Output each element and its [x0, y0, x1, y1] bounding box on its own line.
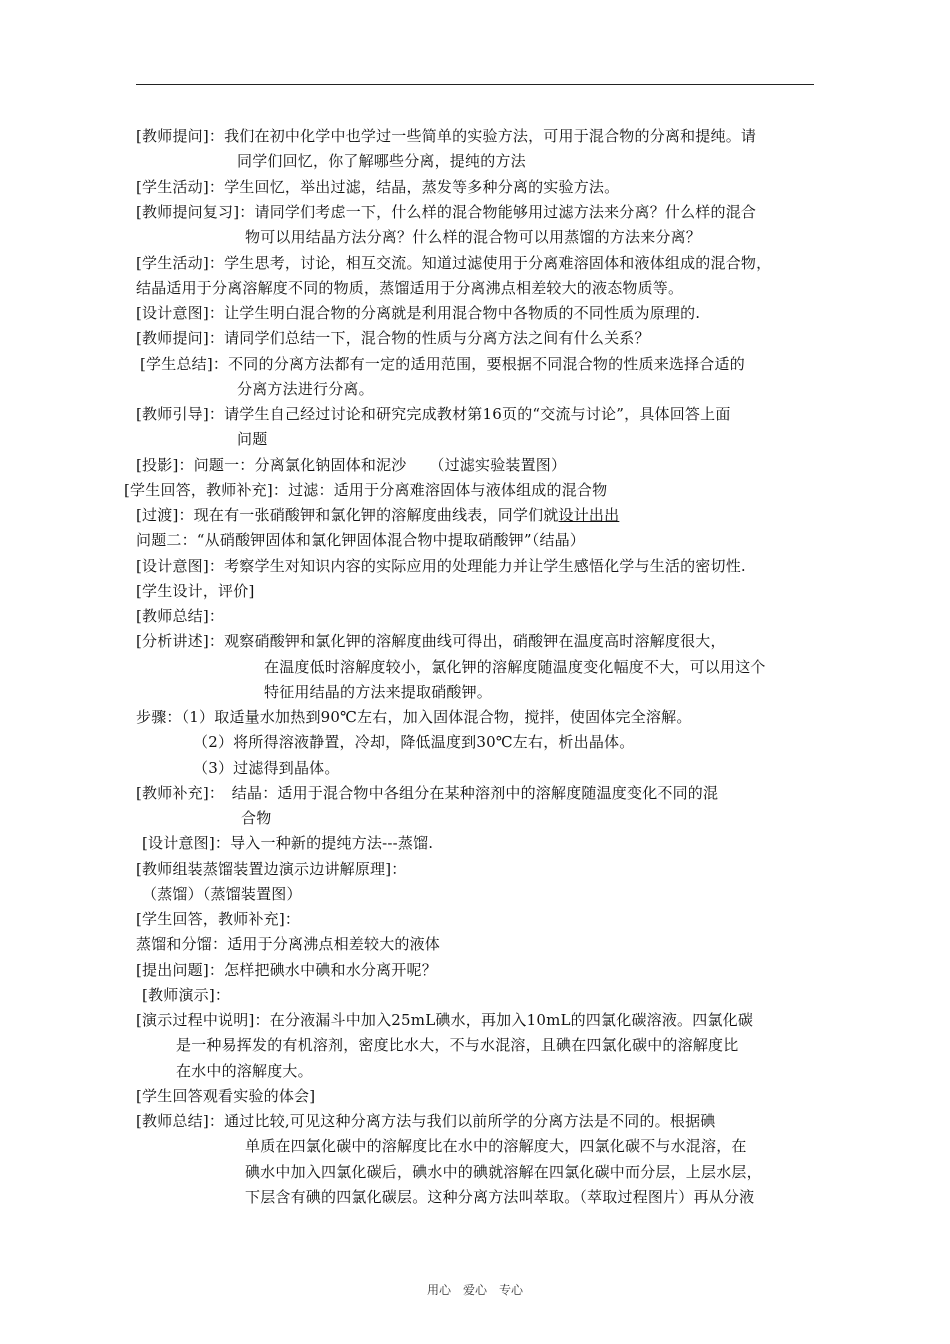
text-line: 步骤：（1）取适量水加热到90℃左右，加入固体混合物，搅拌，使固体完全溶解。	[136, 708, 692, 726]
text-line: [投影]：问题一：分离氯化钠固体和泥沙 （过滤实验装置图）	[136, 456, 567, 474]
text-line: 合物	[241, 809, 272, 827]
text-line: [学生回答，教师补充]：过滤：适用于分离难溶固体与液体组成的混合物	[124, 481, 608, 499]
text-line: [教师提问]：请同学们总结一下，混合物的性质与分离方法之间有什么关系？	[136, 329, 650, 347]
text-line: [教师总结]：	[136, 607, 225, 625]
text-line: [学生活动]：学生回忆，举出过滤，结晶，蒸发等多种分离的实验方法。	[136, 178, 620, 196]
text-line: [设计意图]：考察学生对知识内容的实际应用的处理能力并让学生感悟化学与生活的密切性.	[136, 557, 746, 575]
text-line: [学生回答，教师补充]：	[136, 910, 301, 928]
text-line: 分离方法进行分离。	[237, 380, 374, 398]
text-line: [学生总结]：不同的分离方法都有一定的适用范围，要根据不同混合物的性质来选择合适的	[140, 355, 745, 373]
text-line: 结晶适用于分离溶解度不同的物质，蒸馏适用于分离沸点相差较大的液态物质等。	[136, 279, 684, 297]
text-line: [教师补充]： 结晶：适用于混合物中各组分在某种溶剂中的溶解度随温度变化不同的混	[136, 784, 719, 802]
text-line: 在温度低时溶解度较小，氯化钾的溶解度随温度变化幅度不大，可以用这个	[264, 658, 766, 676]
text-line: 碘水中加入四氯化碳后，碘水中的碘就溶解在四氯化碳中而分层，上层水层，	[245, 1163, 762, 1181]
text-line: 在水中的溶解度大。	[176, 1062, 313, 1080]
header-rule	[136, 84, 814, 85]
text-line: 下层含有碘的四氯化碳层。这种分离方法叫萃取。（萃取过程图片）再从分液	[245, 1188, 755, 1206]
text-line: 问题	[237, 430, 268, 448]
text-line: [设计意图]：让学生明白混合物的分离就是利用混合物中各物质的不同性质为原理的.	[136, 304, 701, 322]
text-line: [学生回答观看实验的体会]	[136, 1087, 316, 1105]
text-line: [教师总结]：通过比较,可见这种分离方法与我们以前所学的分离方法是不同的。根据碘	[136, 1112, 716, 1130]
text-line: 是一种易挥发的有机溶剂，密度比水大，不与水混溶，且碘在四氯化碳中的溶解度比	[176, 1036, 739, 1054]
text-line: 单质在四氯化碳中的溶解度比在水中的溶解度大，四氯化碳不与水混溶，在	[245, 1137, 747, 1155]
text-line: [提出问题]：怎样把碘水中碘和水分离开呢？	[136, 961, 437, 979]
text-line: [分析讲述]：观察硝酸钾和氯化钾的溶解度曲线可得出，硝酸钾在温度高时溶解度很大，	[136, 632, 726, 650]
text-line: [教师演示]：	[142, 986, 231, 1004]
page-footer: 用心 爱心 专心	[426, 1283, 523, 1297]
text-line: [演示过程中说明]：在分液漏斗中加入25mL碘水，再加入10mL的四氯化碳溶液。四氯化碳	[136, 1011, 754, 1029]
text-line: 问题二：“从硝酸钾固体和氯化钾固体混合物中提取硝酸钾”（结晶）	[136, 531, 586, 549]
text-line: （3）过滤得到晶体。	[193, 759, 340, 777]
text-line: 物可以用结晶方法分离？什么样的混合物可以用蒸馏的方法来分离？	[245, 228, 702, 246]
text-line	[136, 506, 619, 524]
text-line: [教师提问]：我们在初中化学中也学过一些简单的实验方法，可用于混合物的分离和提纯。请	[136, 127, 757, 145]
text-line: 特征用结晶的方法来提取硝酸钾。	[264, 683, 493, 701]
underlined-phrase: 设计出出	[558, 506, 620, 524]
text-line: [教师提问复习]：请同学们考虑一下，什么样的混合物能够用过滤方法来分离？什么样的混合	[136, 203, 757, 221]
text-line: [教师引导]：请学生自己经过讨论和研究完成教材第16页的“交流与讨论”，具体回答上面	[136, 405, 731, 423]
text-line: [学生设计，评价]	[136, 582, 255, 600]
text-line: （2）将所得溶液静置，冷却，降低温度到30℃左右，析出晶体。	[193, 733, 635, 751]
text-line: [设计意图]：导入一种新的提纯方法---蒸馏.	[142, 834, 434, 852]
transition-text: [过渡]：现在有一张硝酸钾和氯化钾的溶解度曲线表，同学们就	[136, 506, 559, 524]
text-line: 同学们回忆，你了解哪些分离，提纯的方法	[237, 152, 526, 170]
text-line: （蒸馏）（蒸馏装置图）	[142, 885, 302, 903]
text-line: [教师组装蒸馏装置边演示边讲解原理]：	[136, 860, 407, 878]
text-line: [学生活动]：学生思考，讨论，相互交流。知道过滤使用于分离难溶固体和液体组成的混合物，	[136, 254, 772, 272]
text-line: 蒸馏和分馏：适用于分离沸点相差较大的液体	[136, 935, 441, 953]
